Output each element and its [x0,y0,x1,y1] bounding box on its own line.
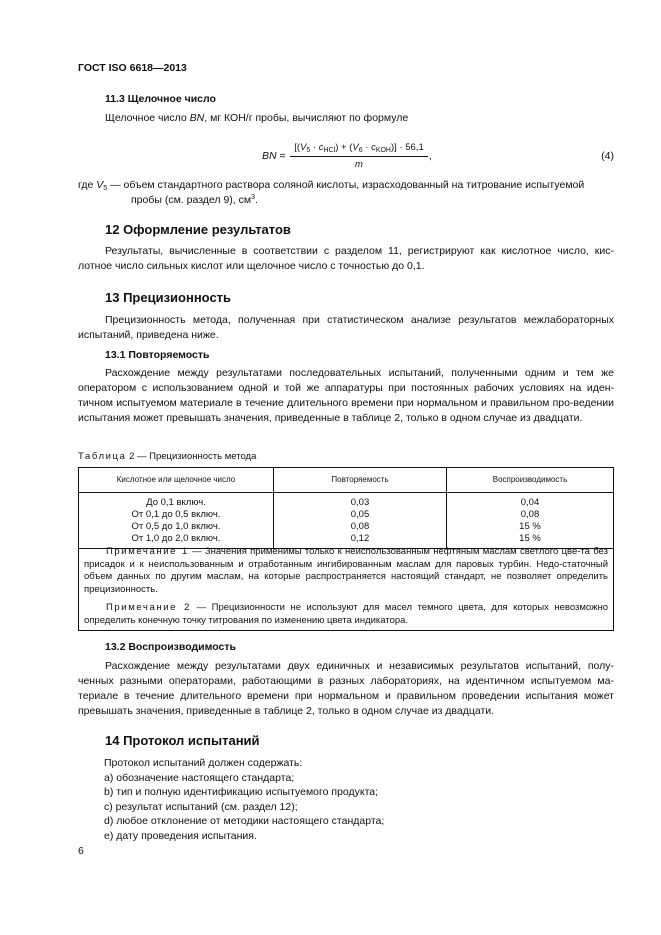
section-13-heading: 13 Прецизионность [105,290,232,305]
table-note-2: Примечание 2 — Прецизионности не используют для масел темного цвета, для которых невозможно определить конечную точку титрования по изменению цвета индикатора. [84,602,608,626]
list-item: a) обозначение настоящего стандарта; [104,771,295,784]
formula-lhs: BN = [262,150,286,162]
table-cell: 0,03 [350,497,370,508]
section-12-heading: 12 Оформление результатов [105,222,291,237]
table-cell: 15 % [519,533,541,544]
table-cell: 0,08 [350,521,370,532]
table-notes [78,543,614,631]
table-2-caption: Таблица 2 — Прецизионность метода [78,451,257,462]
table-cell: От 0,1 до 0,5 включ. [131,509,221,520]
page-number: 6 [78,845,84,857]
table-column-repeatability [274,493,447,549]
list-item: d) любое отклонение от методики настоящего стандарта; [104,815,385,828]
formula-4: BN = $[(V_5 \cdot c_{HCl}) + (V_6 \cdot c_{KOH})] \cdot 56,1$ m , (4) [262,142,614,170]
column-header: Воспроизводимость [447,468,614,493]
precision-table [78,467,614,549]
section-13-2-para: Расхождение между результатами двух единичных и независимых результатов испытаний, полу-ченных разными операторами, работающими в разных лабораториях, на идентичном испытуемом ма-териале в течение длительного времени при нормальном и правильном проведении испытания может превышать значения, приведенные в таблице 2, только в одном случае из двадцати. [78,660,614,717]
section-14-heading: 14 Протокол испытаний [105,733,260,748]
column-header: Кислотное или щелочное число [79,468,274,493]
report-contents-list [104,756,384,844]
list-item: e) дату проведения испытания. [104,829,257,842]
column-header: Повторяемость [274,468,447,493]
formula-legend: где $V_5$ — объем стандартного раствора соляной кислоты, израсходованный на титрование испытуемой пробы (см. раздел 9), $см^3$. [78,179,585,206]
section-13-2-heading: 13.2 Воспроизводимость [105,641,236,653]
table-cell: 0,08 [520,509,540,520]
list-intro: Протокол испытаний должен содержать: [104,757,303,769]
formula-number: (4) [601,150,614,162]
formula-denominator: m [355,159,363,170]
section-13-1-para: Расхождение между результатами последовательных испытаний, полученными одним и тем же оператором с использованием одной и той же аппаратуры при постоянных рабочих условиях на иден-тичном испытуемом материале в течение длительного времени при нормальном и правильном про-ведении испытания может превышать значения, приведенные в таблице 2, только в одном случае из двадцати. [78,367,614,424]
list-item: b) тип и полную идентификацию испытуемого продукта; [104,786,379,799]
section-13-para: Прецизионность метода, полученная при статистическом анализе результатов межлабораторных испытаний, приведена ниже. [78,314,614,341]
section-13-1-heading: 13.1 Повторяемость [105,349,210,361]
table-cell: 15 % [519,521,541,532]
table-column-reproducibility [447,493,614,549]
section-12-para: Результаты, вычисленные в соответствии с разделом 11, регистрируют как кислотное число, кис-лотное число сильных кислот или щелочное число с точностью до 0,1. [78,245,614,272]
table-cell: 0,05 [350,509,370,520]
table-cell: От 1,0 до 2,0 включ. [131,533,221,544]
table-cell: 0,04 [520,497,540,508]
formula-numerator: $[(V_5 \cdot c_{HCl}) + (V_6 \cdot c_{KOH})] \cdot 56,1$ [290,140,428,157]
table-cell: 0,12 [350,533,370,544]
list-item: c) результат испытаний (см. раздел 12); [104,800,298,813]
section-11-3-heading: 11.3 Щелочное число [105,93,216,105]
table-cell: От 0,5 до 1,0 включ. [131,521,221,532]
document-header: ГОСТ ISO 6618—2013 [78,62,187,74]
table-note-1: Примечание 1 — Значения применимы только к неиспользованным нефтяным маслам светлого цве-та без присадок и к неиспользованным и отработанным ингибированным маслам для паровых турбин. Недо-статочный объем данных по другим маслам, на которые распространяется настоящий стандарт, не позволяет определить прецизионность. [84,546,608,595]
table-column-range [79,493,274,549]
section-11-3-intro: Щелочное число BN, мг КОН/г пробы, вычисляют по формуле [105,112,409,124]
table-cell: До 0,1 включ. [146,497,206,508]
formula-fraction [290,140,428,172]
